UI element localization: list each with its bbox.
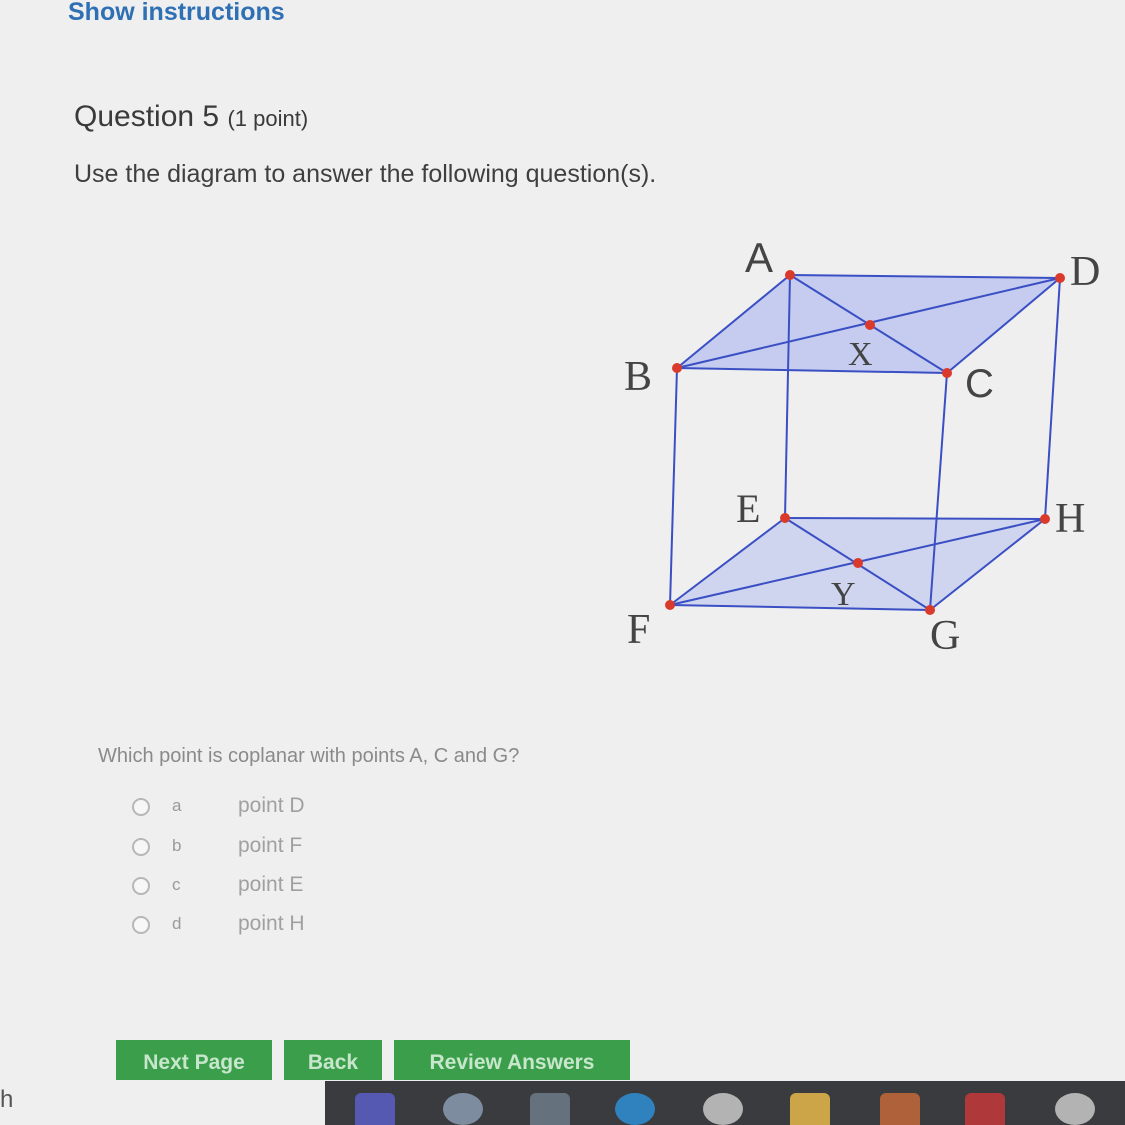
calculator-icon[interactable]: [530, 1093, 570, 1125]
photos-icon[interactable]: [443, 1093, 483, 1125]
back-button[interactable]: Back: [284, 1040, 382, 1080]
teams-icon[interactable]: [355, 1093, 395, 1125]
acrobat-icon[interactable]: [965, 1093, 1005, 1125]
file-explorer-icon[interactable]: [790, 1093, 830, 1125]
radio-c[interactable]: [132, 877, 150, 895]
chrome-icon[interactable]: [703, 1093, 743, 1125]
label-g: G: [930, 613, 961, 659]
review-answers-button[interactable]: Review Answers: [394, 1040, 630, 1080]
label-y: Y: [831, 576, 856, 613]
label-d: D: [1070, 249, 1101, 295]
point-c: [942, 368, 952, 378]
choice-label: point F: [238, 834, 303, 857]
show-instructions-link[interactable]: Show instructions: [68, 0, 285, 26]
choice-letter: c: [172, 875, 181, 894]
cube-diagram: [600, 225, 1125, 665]
choice-letter: b: [172, 836, 182, 855]
taskbar: [325, 1081, 1125, 1125]
choice-label: point E: [238, 873, 304, 896]
radio-b[interactable]: [132, 838, 150, 856]
question-number: Question 5: [74, 100, 220, 133]
app-icon[interactable]: [880, 1093, 920, 1125]
point-e: [780, 513, 790, 523]
point-a: [785, 270, 795, 280]
point-y: [853, 558, 863, 568]
question-text: Which point is coplanar with points A, C and G?: [98, 745, 520, 767]
point-h: [1040, 514, 1050, 524]
edge-icon[interactable]: [615, 1093, 655, 1125]
point-x: [865, 320, 875, 330]
question-prompt: Use the diagram to answer the following question(s).: [74, 160, 657, 188]
label-h: H: [1055, 496, 1086, 542]
choice-letter: a: [172, 796, 182, 815]
label-b: B: [624, 354, 653, 400]
choice-label: point H: [238, 912, 305, 935]
point-f: [665, 600, 675, 610]
point-b: [672, 363, 682, 373]
label-x: X: [848, 336, 873, 373]
label-f: F: [627, 607, 651, 653]
label-c: C: [965, 362, 994, 406]
next-page-button[interactable]: Next Page: [116, 1040, 272, 1080]
label-e: E: [736, 486, 761, 531]
question-title: [74, 100, 308, 134]
radio-d[interactable]: [132, 916, 150, 934]
question-points: (1 point): [227, 106, 309, 131]
choice-letter: d: [172, 914, 182, 933]
choice-label: point D: [238, 794, 305, 817]
radio-a[interactable]: [132, 798, 150, 816]
label-a: A: [745, 234, 774, 281]
chrome-icon-2[interactable]: [1055, 1093, 1095, 1125]
taskbar-search-fragment: h: [0, 1086, 14, 1113]
point-d: [1055, 273, 1065, 283]
